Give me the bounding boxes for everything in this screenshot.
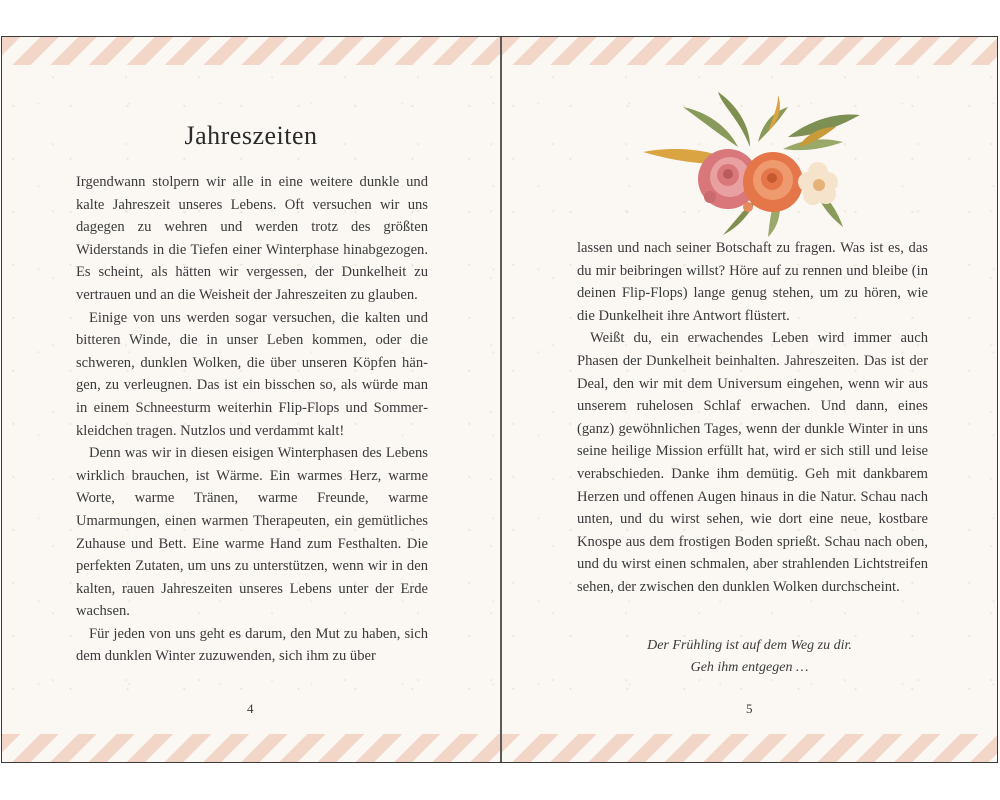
decorative-stripe-top <box>502 37 997 65</box>
orange-rose <box>743 152 803 212</box>
decorative-stripe-top <box>2 37 500 65</box>
book-spread <box>1 36 998 763</box>
right-body-text <box>577 237 928 599</box>
bud <box>743 202 753 212</box>
paragraph: Denn was wir in diesen eisigen Winterphasen des Lebens wirklich brauchen, ist Wärme. Ein warmes Herz, warme Worte, warme Tränen, warme Freunde, warme Umarmungen, einen warmen Therapeuten, ein gemütliches Zuhause und Bett. Eine warme Hand zum Festhalten. Die perfekten Zutaten, um uns zu unterstützen, wenn wir in den kalten, rauen Jahreszeiten unseres Lebens unter der Erde wachsen. <box>76 445 428 620</box>
page-number: 5 <box>746 701 753 716</box>
right-page <box>502 37 997 762</box>
page-number: 4 <box>247 701 254 716</box>
left-body-text <box>76 171 428 668</box>
page-title: Jahreszeiten <box>184 121 318 150</box>
bud <box>704 191 716 203</box>
paragraph: Einige von uns werden sogar versuchen, die kalten und bitteren Winde, die in unser Leben kommen, oder die schweren, dunklen Wolken, die über unseren Köpfen hängen, zu verleugnen. Das ist ein bisschen so, als würde man in einem Schneesturm weiterhin Flip-Flops und Sommerkleidchen tragen. Nutzlos und verdammt kalt! <box>76 309 428 439</box>
paragraph: lassen und nach seiner Botschaft zu fragen. Was ist es, das du mir beibringen willst? Höre auf zu rennen und bleibe (in deinen Flip-Flops) lange genug stehen, um zu hören, wie die Dunkelheit ihre Antwort flüstert. <box>577 240 928 324</box>
left-page <box>2 37 500 762</box>
flower-illustration <box>638 87 863 237</box>
quote-line: Geh ihm entgegen … <box>690 660 809 675</box>
quote-line: Der Frühling ist auf dem Weg zu dir. <box>647 638 852 653</box>
cream-flower <box>798 162 838 205</box>
decorative-stripe-bottom <box>502 734 997 762</box>
decorative-stripe-bottom <box>2 734 500 762</box>
closing-quote <box>502 635 997 679</box>
paragraph: Für jeden von uns geht es darum, den Mut zu haben, sich dem dunklen Winter zuzuwenden, sich ihm zu über <box>76 625 428 665</box>
paragraph: Weißt du, ein erwachendes Leben wird immer auch Phasen der Dunkelheit beinhalten. Jahreszeiten. Das ist der Deal, den wir mit dem Universum eingehen, wenn wir aus unserem ruhelosen Schlaf erwachen. Und dann, eines (ganz) gewöhnlichen Tages, wenn der dunkle Winter in uns seine heilige Mission erfüllt hat, wird er sich still und leise verabschieden. Danke ihm demütig. Geh mit dankbarem Herzen und offenen Augen hinaus in die Natur. Schau nach unten, und du wirst sehen, wie dort eine neue, kostbare Knospe aus dem frostigen Boden sprießt. Schau nach oben, und du wirst einen schmalen, aber strahlenden Lichtstreifen sehen, der zwischen den dunklen Wolken durchscheint. <box>577 330 928 595</box>
paragraph: Irgendwann stolpern wir alle in eine weitere dunkle und kalte Jahreszeit unseres Lebens. Oft versuchen wir uns dagegen zu wehren und werden trotz des größten Widerstands in die Tiefen einer Winterphase hinabgezogen. Es scheint, als hätten wir vergessen, der Dunkelheit zu vertrauen und an die Weisheit der Jahreszeiten zu glauben. <box>76 174 428 303</box>
